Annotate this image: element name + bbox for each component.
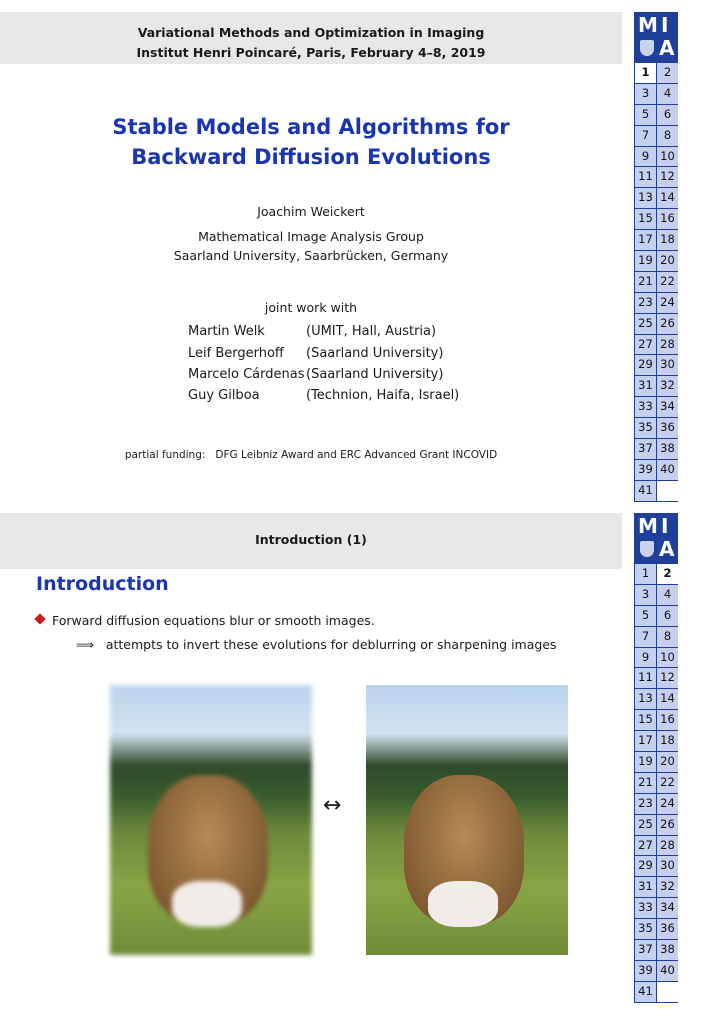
- page-link-32[interactable]: 32: [657, 877, 678, 897]
- page-link-11[interactable]: 11: [635, 167, 656, 187]
- page-link-17[interactable]: 17: [635, 731, 656, 751]
- group-name: Mathematical Image Analysis Group: [198, 229, 424, 244]
- page-link-7[interactable]: 7: [635, 627, 656, 647]
- page-link-26[interactable]: 26: [657, 815, 678, 835]
- nav-empty-cell: [657, 481, 678, 501]
- page-link-11[interactable]: 11: [635, 668, 656, 688]
- introduction-slide: [0, 513, 720, 1019]
- page-link-18[interactable]: 18: [657, 230, 678, 250]
- page-link-22[interactable]: 22: [657, 773, 678, 793]
- crest-icon: [640, 541, 654, 557]
- implies-line: [76, 637, 557, 652]
- logo-letter-m: M: [638, 514, 658, 538]
- page-link-4[interactable]: 4: [657, 585, 678, 605]
- implies-icon: ⟹: [76, 637, 94, 652]
- page-link-34[interactable]: 34: [657, 898, 678, 918]
- nav-empty-cell: [657, 982, 678, 1002]
- page-link-4[interactable]: 4: [657, 84, 678, 104]
- page-link-12[interactable]: 12: [657, 668, 678, 688]
- collaborator-affiliation: (Saarland University): [306, 367, 444, 382]
- page-navigation: [634, 563, 678, 1003]
- page-link-25[interactable]: 25: [635, 314, 656, 334]
- conference-name: Variational Methods and Optimization in Imaging: [137, 25, 485, 40]
- page-link-9[interactable]: 9: [635, 147, 656, 167]
- funding-note: partial funding: DFG Leibniz Award and ERC Advanced Grant INCOVID: [124, 449, 498, 461]
- collaborator-name: Marcelo Cárdenas: [188, 367, 305, 382]
- page-link-18[interactable]: 18: [657, 731, 678, 751]
- page-link-37[interactable]: 37: [635, 940, 656, 960]
- logo-letter-i: I: [661, 514, 669, 538]
- page-link-37[interactable]: 37: [635, 439, 656, 459]
- page-link-5[interactable]: 5: [635, 105, 656, 125]
- logo-letter-a: A: [659, 537, 675, 561]
- page-link-6[interactable]: 6: [657, 105, 678, 125]
- page-link-15[interactable]: 15: [635, 209, 656, 229]
- page-link-10[interactable]: 10: [657, 648, 678, 668]
- page-link-27[interactable]: 27: [635, 836, 656, 856]
- page-link-12[interactable]: 12: [657, 167, 678, 187]
- page-navigation: [634, 62, 678, 502]
- sidebar-navigation: [634, 12, 678, 502]
- page-link-41[interactable]: 41: [635, 982, 656, 1002]
- page-link-33[interactable]: 33: [635, 898, 656, 918]
- page-link-21[interactable]: 21: [635, 272, 656, 292]
- page-link-21[interactable]: 21: [635, 773, 656, 793]
- collaborator-row: [188, 324, 436, 339]
- talk-title-line2: Backward Diffusion Evolutions: [131, 145, 491, 169]
- diamond-bullet-icon: [34, 613, 45, 624]
- page-link-35[interactable]: 35: [635, 919, 656, 939]
- page-link-1[interactable]: 1: [635, 63, 656, 83]
- mia-logo[interactable]: [634, 513, 678, 563]
- page-link-26[interactable]: 26: [657, 314, 678, 334]
- page-link-28[interactable]: 28: [657, 836, 678, 856]
- page-link-1[interactable]: 1: [635, 564, 656, 584]
- page-link-13[interactable]: 13: [635, 188, 656, 208]
- sidebar-navigation: [634, 513, 678, 1003]
- conference-venue: Institut Henri Poincaré, Paris, February 4–8, 2019: [136, 45, 486, 60]
- collaborator-name: Guy Gilboa: [188, 388, 260, 403]
- page-link-31[interactable]: 31: [635, 376, 656, 396]
- collaborator-row: [188, 346, 443, 361]
- collaborator-affiliation: (UMIT, Hall, Austria): [306, 324, 437, 339]
- page-link-10[interactable]: 10: [657, 147, 678, 167]
- collaborator-name: Leif Bergerhoff: [188, 346, 284, 361]
- crest-icon: [640, 40, 654, 56]
- page-link-3[interactable]: 3: [635, 84, 656, 104]
- page-link-13[interactable]: 13: [635, 689, 656, 709]
- page-link-7[interactable]: 7: [635, 126, 656, 146]
- logo-letter-i: I: [661, 13, 669, 37]
- page-link-20[interactable]: 20: [657, 752, 678, 772]
- page-link-34[interactable]: 34: [657, 397, 678, 417]
- page-link-29[interactable]: 29: [635, 856, 656, 876]
- page-link-40[interactable]: 40: [657, 961, 678, 981]
- page-link-17[interactable]: 17: [635, 230, 656, 250]
- page-link-16[interactable]: 16: [657, 710, 678, 730]
- page-link-32[interactable]: 32: [657, 376, 678, 396]
- page-link-8[interactable]: 8: [657, 126, 678, 146]
- slide-header: [0, 12, 622, 64]
- author-name: Joachim Weickert: [257, 204, 365, 219]
- page-link-36[interactable]: 36: [657, 418, 678, 438]
- page-link-14[interactable]: 14: [657, 188, 678, 208]
- page-link-9[interactable]: 9: [635, 648, 656, 668]
- page-link-40[interactable]: 40: [657, 460, 678, 480]
- collaborator-affiliation: (Technion, Haifa, Israel): [306, 388, 460, 403]
- collaborator-name: Martin Welk: [188, 324, 265, 339]
- page-link-22[interactable]: 22: [657, 272, 678, 292]
- page-link-2[interactable]: 2: [657, 63, 678, 83]
- collaborator-row: [188, 388, 459, 403]
- page-link-19[interactable]: 19: [635, 251, 656, 271]
- page-link-19[interactable]: 19: [635, 752, 656, 772]
- page-link-25[interactable]: 25: [635, 815, 656, 835]
- university-name: Saarland University, Saarbrücken, Germany: [173, 248, 449, 263]
- page-link-24[interactable]: 24: [657, 293, 678, 313]
- section-title: Introduction: [36, 573, 169, 595]
- page-link-35[interactable]: 35: [635, 418, 656, 438]
- implies-text: attempts to invert these evolutions for deblurring or sharpening images: [105, 637, 557, 652]
- slide-header: [0, 513, 622, 569]
- mia-logo[interactable]: [634, 12, 678, 62]
- page-link-31[interactable]: 31: [635, 877, 656, 897]
- page-link-24[interactable]: 24: [657, 794, 678, 814]
- sharp-cow-photo: [366, 685, 568, 955]
- page-link-5[interactable]: 5: [635, 606, 656, 626]
- page-link-30[interactable]: 30: [657, 856, 678, 876]
- page-link-2[interactable]: 2: [657, 564, 678, 584]
- collaborator-affiliation: (Saarland University): [306, 346, 444, 361]
- page-link-20[interactable]: 20: [657, 251, 678, 271]
- page-link-23[interactable]: 23: [635, 293, 656, 313]
- logo-letter-a: A: [659, 36, 675, 60]
- left-right-arrow-icon: ↔: [323, 793, 342, 818]
- talk-title-line1: Stable Models and Algorithms for: [112, 115, 510, 139]
- page-link-38[interactable]: 38: [657, 439, 678, 459]
- page-link-39[interactable]: 39: [635, 961, 656, 981]
- page-link-39[interactable]: 39: [635, 460, 656, 480]
- collaborator-row: [188, 367, 443, 382]
- page-link-28[interactable]: 28: [657, 335, 678, 355]
- joint-work-label: joint work with: [264, 300, 358, 315]
- page-link-15[interactable]: 15: [635, 710, 656, 730]
- slide-header-title: Introduction (1): [255, 532, 367, 547]
- title-slide: [0, 0, 720, 503]
- page-link-29[interactable]: 29: [635, 355, 656, 375]
- page-link-23[interactable]: 23: [635, 794, 656, 814]
- page-link-27[interactable]: 27: [635, 335, 656, 355]
- page-link-8[interactable]: 8: [657, 627, 678, 647]
- page-link-6[interactable]: 6: [657, 606, 678, 626]
- page-link-33[interactable]: 33: [635, 397, 656, 417]
- page-link-14[interactable]: 14: [657, 689, 678, 709]
- blurred-cow-photo: [110, 685, 312, 955]
- page-link-36[interactable]: 36: [657, 919, 678, 939]
- page-link-30[interactable]: 30: [657, 355, 678, 375]
- bullet-text: Forward diffusion equations blur or smooth images.: [52, 613, 375, 628]
- page-link-3[interactable]: 3: [635, 585, 656, 605]
- logo-letter-m: M: [638, 13, 658, 37]
- page-link-16[interactable]: 16: [657, 209, 678, 229]
- page-link-38[interactable]: 38: [657, 940, 678, 960]
- page-link-41[interactable]: 41: [635, 481, 656, 501]
